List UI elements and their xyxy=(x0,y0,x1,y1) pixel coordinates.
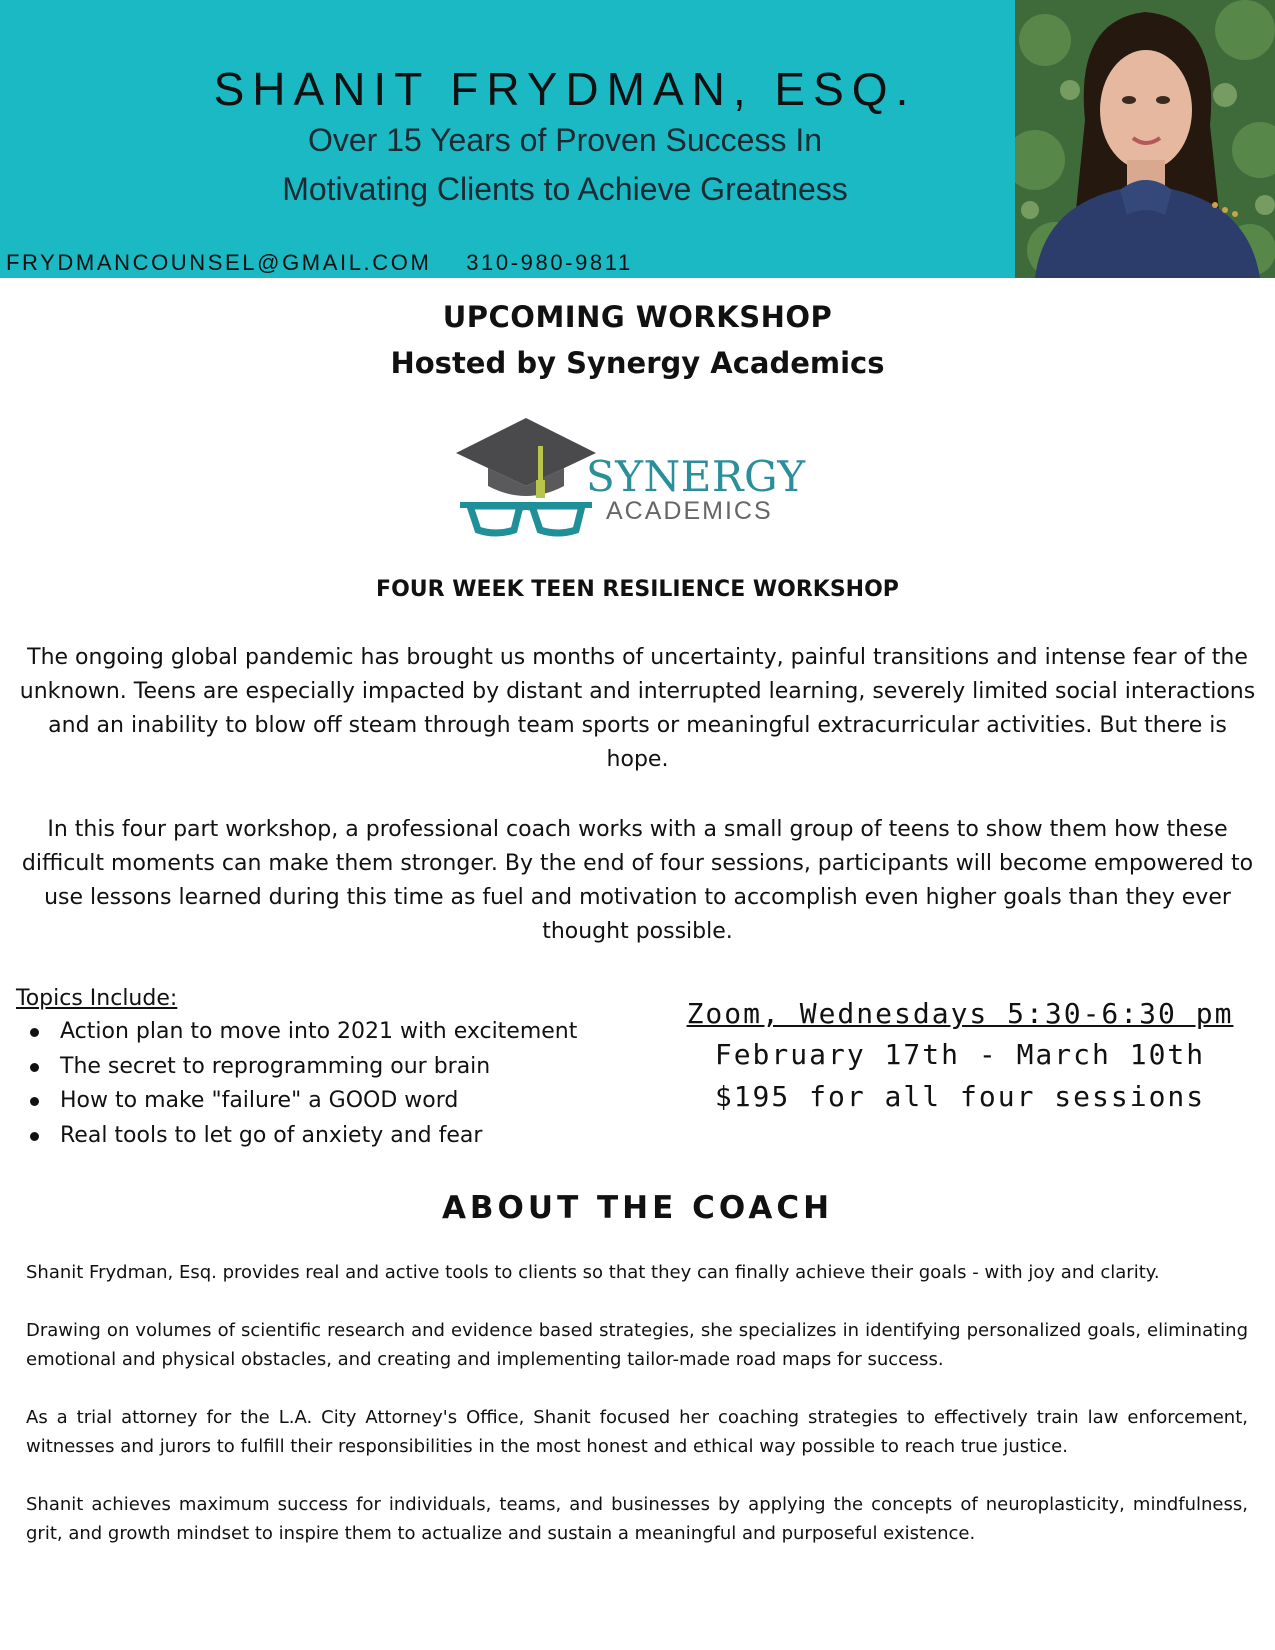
logo-text-academics: ACADEMICS xyxy=(606,497,773,525)
hosted-by-heading: Hosted by Synergy Academics xyxy=(390,346,885,380)
coach-name: SHANIT FRYDMAN, ESQ. xyxy=(213,63,917,115)
bio-paragraph: As a trial attorney for the L.A. City Attorney's Office, Shanit focused her coaching strategies to effectively train law enforcement, witnesses and jurors to fulfill their responsibilities in the most honest and ethical way possible to reach true justice. xyxy=(26,1407,1248,1457)
list-item: Action plan to move into 2021 with excitement xyxy=(16,1015,577,1050)
session-price: $195 for all four sessions xyxy=(714,1080,1206,1113)
graduation-cap-glasses-icon xyxy=(456,418,596,538)
tagline-line2: Motivating Clients to Achieve Greatness xyxy=(282,171,848,207)
list-item: The secret to reprogramming our brain xyxy=(16,1050,577,1085)
tagline-line1: Over 15 Years of Proven Success In xyxy=(307,122,823,158)
logo-text-synergy: SYNERGY xyxy=(586,452,806,501)
workshop-title: FOUR WEEK TEEN RESILIENCE WORKSHOP xyxy=(376,577,899,602)
bio-paragraph: Shanit achieves maximum success for individuals, teams, and businesses by applying the concepts of neuroplasticity, mindfulness, grit, and growth mindset to inspire them to actualize and sustain a meaningful and purposeful existence. xyxy=(26,1494,1248,1544)
bullet-icon xyxy=(30,1097,39,1106)
upcoming-workshop-heading: UPCOMING WORKSHOP xyxy=(442,300,833,334)
header-banner xyxy=(0,0,1275,278)
list-item: How to make "failure" a GOOD word xyxy=(16,1084,577,1119)
session-dates: February 17th - March 10th xyxy=(714,1038,1206,1071)
topics-title: Topics Include: xyxy=(16,986,178,1011)
bullet-icon xyxy=(30,1063,39,1072)
bio-paragraph: Drawing on volumes of scientific research and evidence based strategies, she specializes in identifying personalized goals, eliminating emotional and physical obstacles, and creating and implementing tailor-made road maps for success. xyxy=(26,1320,1248,1370)
workshop-paragraph-2: In this four part workshop, a professional coach works with a small group of teens to show them how these difficult moments can make them stronger. By the end of four sessions, participants will become empowered to use lessons learned during this time as fuel and motivation to accomplish even higher goals than they ever thought possible. xyxy=(21,817,1254,944)
coach-photo xyxy=(1015,0,1275,278)
bullet-icon xyxy=(30,1028,39,1037)
contact-info[interactable]: FRYDMANCOUNSEL@GMAIL.COM 310-980-9811 xyxy=(6,250,633,275)
topics-list xyxy=(16,986,577,1153)
session-schedule: Zoom, Wednesdays 5:30-6:30 pm xyxy=(686,997,1234,1030)
bio-paragraph: Shanit Frydman, Esq. provides real and active tools to clients so that they can finally achieve their goals - with joy and clarity. xyxy=(26,1262,1160,1283)
list-item: Real tools to let go of anxiety and fear xyxy=(16,1119,577,1154)
bullet-icon xyxy=(30,1132,39,1141)
about-coach-heading: ABOUT THE COACH xyxy=(441,1190,834,1226)
workshop-paragraph-1: The ongoing global pandemic has brought us months of uncertainty, painful transitions and intense fear of the unknown. Teens are especially impacted by distant and interrupted learning, severely limited social interactions and an inability to blow off steam through team sports or meaningful extracurricular activities. But there is hope. xyxy=(19,645,1256,772)
